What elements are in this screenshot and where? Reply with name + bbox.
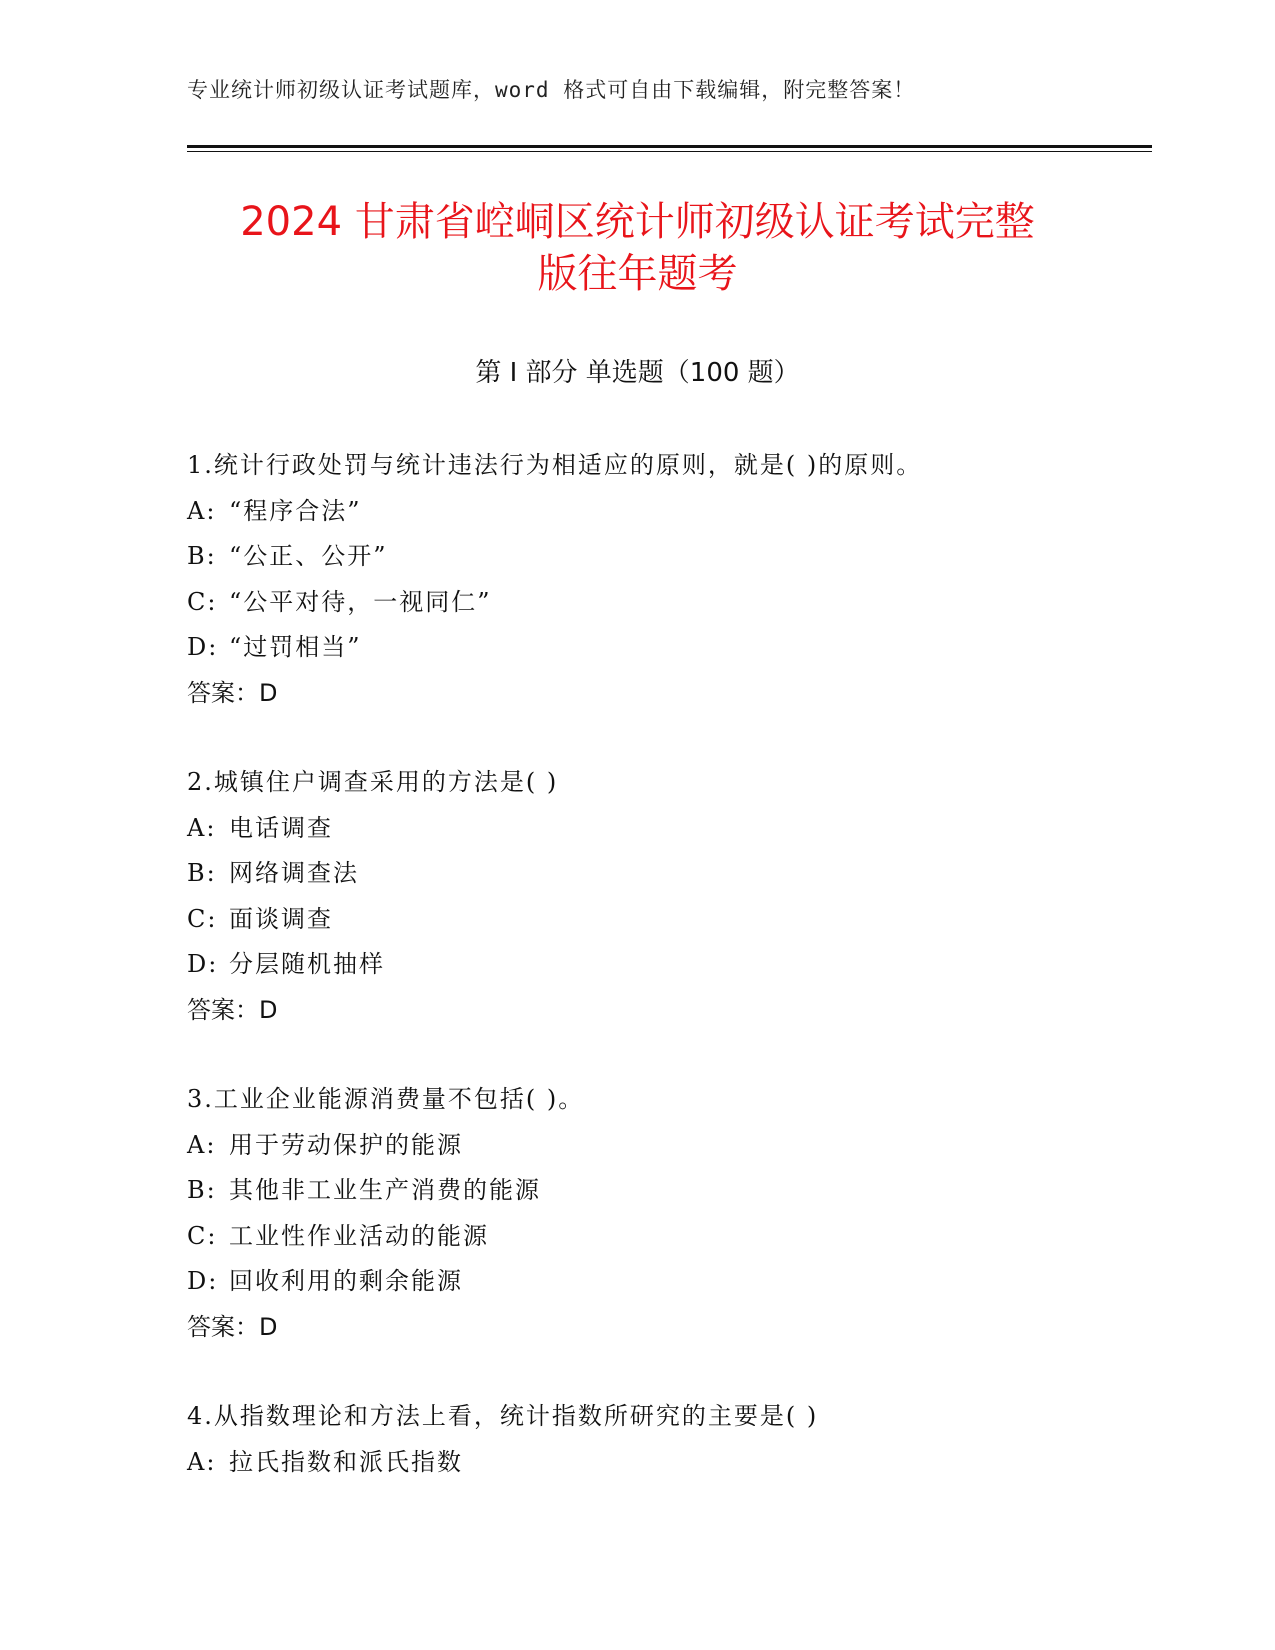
option-a <box>187 1440 1147 1486</box>
option-c <box>187 897 1147 943</box>
option-text: 面谈调查 <box>229 904 333 933</box>
option-key: B: <box>187 542 217 570</box>
option-d <box>187 1259 1147 1305</box>
question-stem: 2.城镇住户调查采用的方法是( ) <box>187 768 559 796</box>
option-c <box>187 580 1147 626</box>
option-key: D: <box>187 950 219 978</box>
title-line-1: 2024 甘肃省崆峒区统计师初级认证考试完整 <box>240 199 1035 245</box>
option-text: 拉氏指数和派氏指数 <box>229 1447 463 1476</box>
option-text: 工业性作业活动的能源 <box>229 1221 489 1250</box>
section-heading: 第 I 部分 单选题（100 题） <box>475 358 800 388</box>
option-key: B: <box>187 1176 217 1204</box>
question-2 <box>187 760 1147 1033</box>
option-a <box>187 806 1147 852</box>
option-text: 用于劳动保护的能源 <box>229 1130 463 1159</box>
option-key: B: <box>187 859 217 887</box>
option-d <box>187 942 1147 988</box>
option-text: 分层随机抽样 <box>229 950 385 978</box>
option-key: C: <box>187 904 218 933</box>
header-rule-thick <box>187 145 1152 148</box>
option-text: 其他非工业生产消费的能源 <box>229 1176 541 1204</box>
option-text: 回收利用的剩余能源 <box>229 1267 463 1295</box>
option-key: A: <box>187 496 217 525</box>
question-stem: 4.从指数理论和方法上看，统计指数所研究的主要是( ) <box>187 1402 819 1430</box>
option-text: “过罚相当” <box>229 633 362 661</box>
option-key: A: <box>187 1447 217 1476</box>
question-3 <box>187 1077 1147 1350</box>
option-text: “程序合法” <box>229 496 362 525</box>
header-rule-thin <box>187 151 1152 152</box>
title-line-2: 版往年题考 <box>537 251 738 297</box>
option-b <box>187 1168 1147 1214</box>
answer: 答案：D <box>187 678 278 707</box>
option-c <box>187 1214 1147 1260</box>
answer: 答案：D <box>187 995 278 1024</box>
question-stem: 3.工业企业能源消费量不包括( )。 <box>187 1085 585 1113</box>
option-key: C: <box>187 1221 218 1250</box>
option-a <box>187 1123 1147 1169</box>
question-1 <box>187 443 1147 716</box>
question-stem: 1.统计行政处罚与统计违法行为相适应的原则，就是( )的原则。 <box>187 451 923 479</box>
option-b <box>187 534 1147 580</box>
option-key: D: <box>187 633 219 661</box>
option-b <box>187 851 1147 897</box>
header-note: 专业统计师初级认证考试题库，word 格式可自由下载编辑，附完整答案！ <box>187 78 916 102</box>
option-text: “公平对待，一视同仁” <box>229 587 492 616</box>
option-key: A: <box>187 1130 217 1159</box>
answer: 答案：D <box>187 1312 278 1341</box>
option-d <box>187 625 1147 671</box>
document-title <box>150 196 1125 300</box>
option-key: D: <box>187 1267 219 1295</box>
option-text: 电话调查 <box>229 813 333 842</box>
option-key: A: <box>187 813 217 842</box>
option-key: C: <box>187 587 218 616</box>
option-a <box>187 489 1147 535</box>
question-4 <box>187 1394 1147 1485</box>
question-list <box>187 443 1147 1529</box>
option-text: “公正、公开” <box>229 542 388 570</box>
option-text: 网络调查法 <box>229 859 359 887</box>
